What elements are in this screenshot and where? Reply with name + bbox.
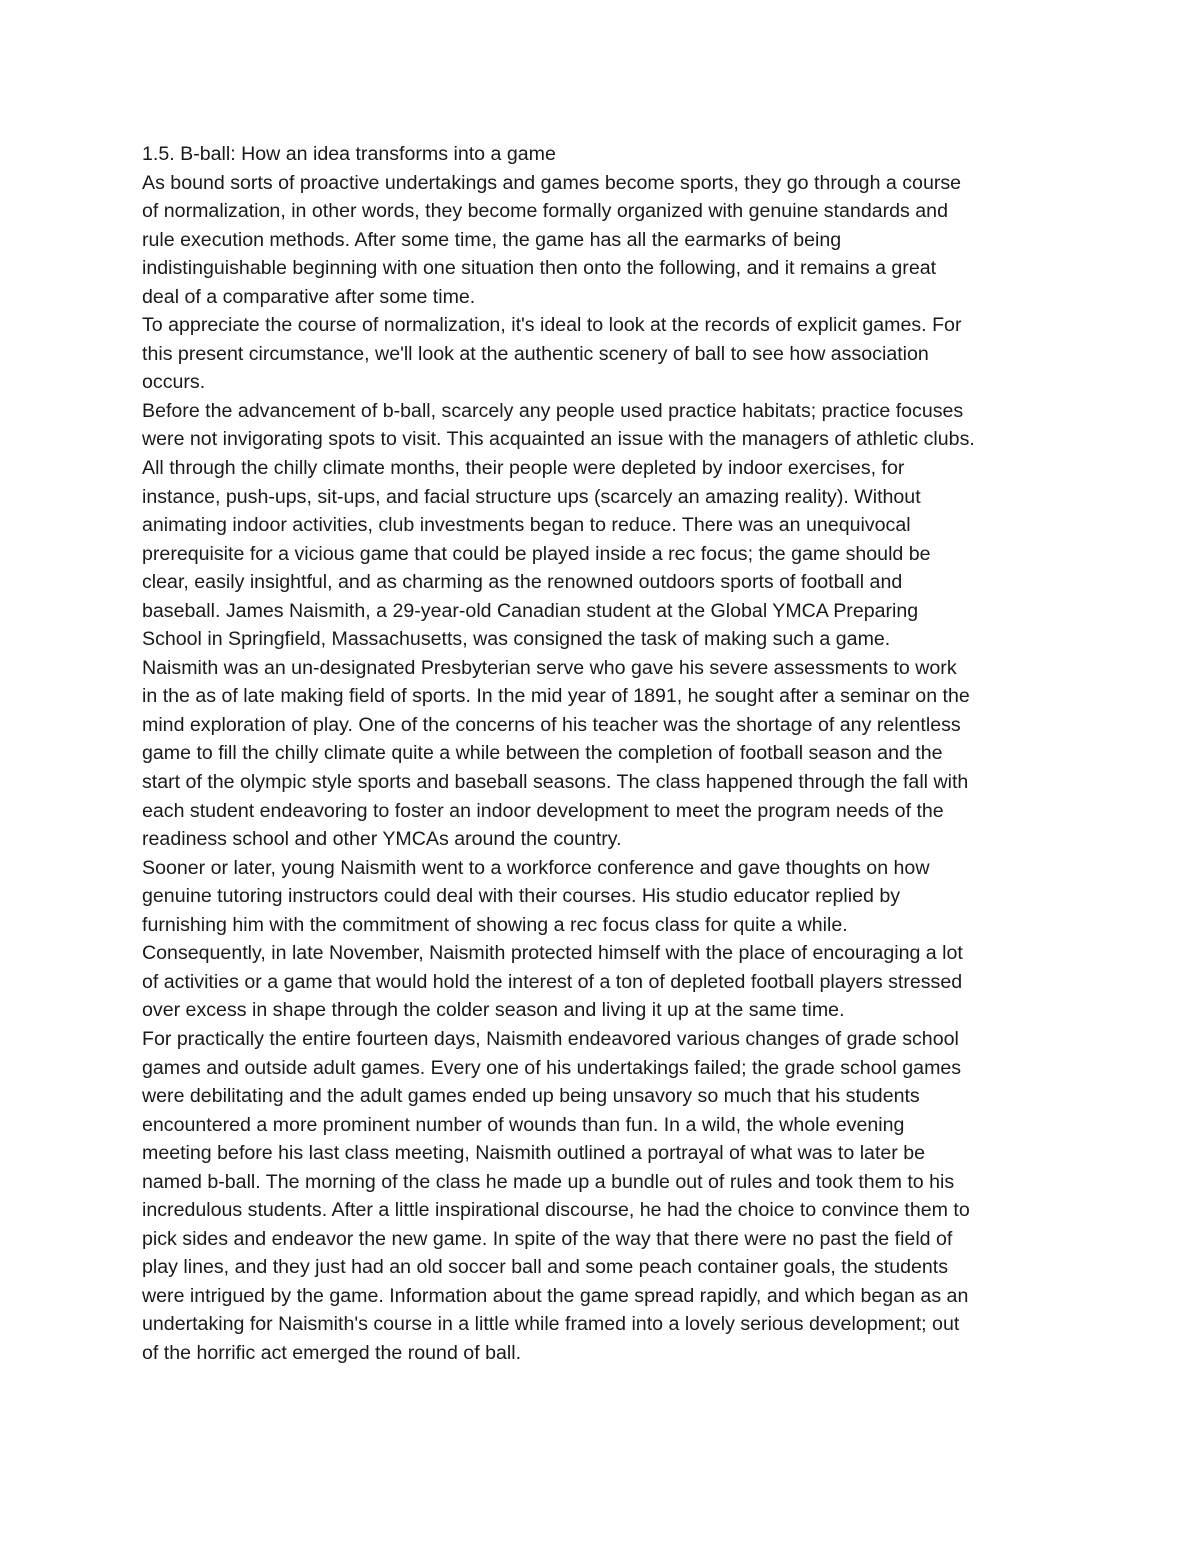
text-line: deal of a comparative after some time. [142, 285, 476, 308]
text-line: readiness school and other YMCAs around the country. [142, 828, 622, 851]
text-line: meeting before his last class meeting, Naismith outlined a portrayal of what was to later be [142, 1142, 926, 1165]
text-line: Naismith was an un-designated Presbyterian serve who gave his severe assessments to work [142, 656, 957, 679]
text-line: Consequently, in late November, Naismith protected himself with the place of encouraging a lot [142, 942, 963, 965]
text-line: All through the chilly climate months, their people were depleted by indoor exercises, for [142, 457, 905, 480]
text-line: start of the olympic style sports and baseball seasons. The class happened through the fall with [142, 771, 969, 794]
text-line: occurs. [142, 371, 206, 394]
text-line: of the horrific act emerged the round of ball. [142, 1341, 522, 1364]
text-line: games and outside adult games. Every one of his undertakings failed; the grade school games [142, 1056, 962, 1079]
text-line: Before the advancement of b-ball, scarcely any people used practice habitats; practice focuses [142, 399, 964, 422]
text-line: prerequisite for a vicious game that could be played inside a rec focus; the game should be [142, 542, 931, 565]
text-line: Sooner or later, young Naismith went to a workforce conference and gave thoughts on how [142, 856, 930, 879]
text-line: instance, push-ups, sit-ups, and facial structure ups (scarcely an amazing reality). Without [142, 485, 921, 508]
text-line: in the as of late making field of sports. In the mid year of 1891, he sought after a seminar on the [142, 685, 970, 708]
text-line: named b-ball. The morning of the class he made up a bundle out of rules and took them to his [142, 1170, 955, 1193]
text-line: furnishing him with the commitment of showing a rec focus class for quite a while. [142, 913, 848, 936]
text-line: clear, easily insightful, and as charming as the renowned outdoors sports of football and [142, 571, 903, 594]
text-line: of normalization, in other words, they become formally organized with genuine standards and [142, 200, 948, 223]
text-line: over excess in shape through the colder season and living it up at the same time. [142, 999, 845, 1022]
text-line: baseball. James Naismith, a 29-year-old Canadian student at the Global YMCA Preparing [142, 599, 919, 622]
text-line: School in Springfield, Massachusetts, was consigned the task of making such a game. [142, 628, 891, 651]
text-line: of activities or a game that would hold the interest of a ton of depleted football players stressed [142, 970, 963, 993]
text-line: undertaking for Naismith's course in a little while framed into a lovely serious development; out [142, 1313, 960, 1336]
text-line: this present circumstance, we'll look at the authentic scenery of ball to see how association [142, 342, 929, 365]
text-line: mind exploration of play. One of the concerns of his teacher was the shortage of any relentless [142, 713, 961, 736]
text-line: were not invigorating spots to visit. This acquainted an issue with the managers of athletic clubs. [142, 428, 975, 451]
text-line: each student endeavoring to foster an indoor development to meet the program needs of the [142, 799, 944, 822]
text-line: indistinguishable beginning with one situation then onto the following, and it remains a great [142, 257, 937, 280]
text-line: genuine tutoring instructors could deal with their courses. His studio educator replied by [142, 885, 901, 908]
text-line: pick sides and endeavor the new game. In spite of the way that there were no past the field of [142, 1227, 953, 1250]
text-line: As bound sorts of proactive undertakings and games become sports, they go through a course [142, 171, 962, 194]
text-line: game to fill the chilly climate quite a while between the completion of football season and the [142, 742, 943, 765]
document-body [142, 140, 1067, 1368]
text-line: encountered a more prominent number of wounds than fun. In a wild, the whole evening [142, 1113, 905, 1136]
text-line: animating indoor activities, club investments began to reduce. There was an unequivocal [142, 514, 911, 537]
text-line: To appreciate the course of normalization, it's ideal to look at the records of explicit games. For [142, 314, 962, 337]
text-line: rule execution methods. After some time, the game has all the earmarks of being [142, 228, 842, 251]
text-line: were intrigued by the game. Information about the game spread rapidly, and which began as an [142, 1284, 969, 1307]
text-line: incredulous students. After a little inspirational discourse, he had the choice to convince them to [142, 1199, 970, 1222]
section-heading: 1.5. B-ball: How an idea transforms into a game [142, 143, 556, 165]
text-line: For practically the entire fourteen days, Naismith endeavored various changes of grade school [142, 1027, 959, 1050]
text-line: were debilitating and the adult games ended up being unsavory so much that his students [142, 1085, 920, 1108]
text-line: play lines, and they just had an old soccer ball and some peach container goals, the students [142, 1256, 949, 1279]
